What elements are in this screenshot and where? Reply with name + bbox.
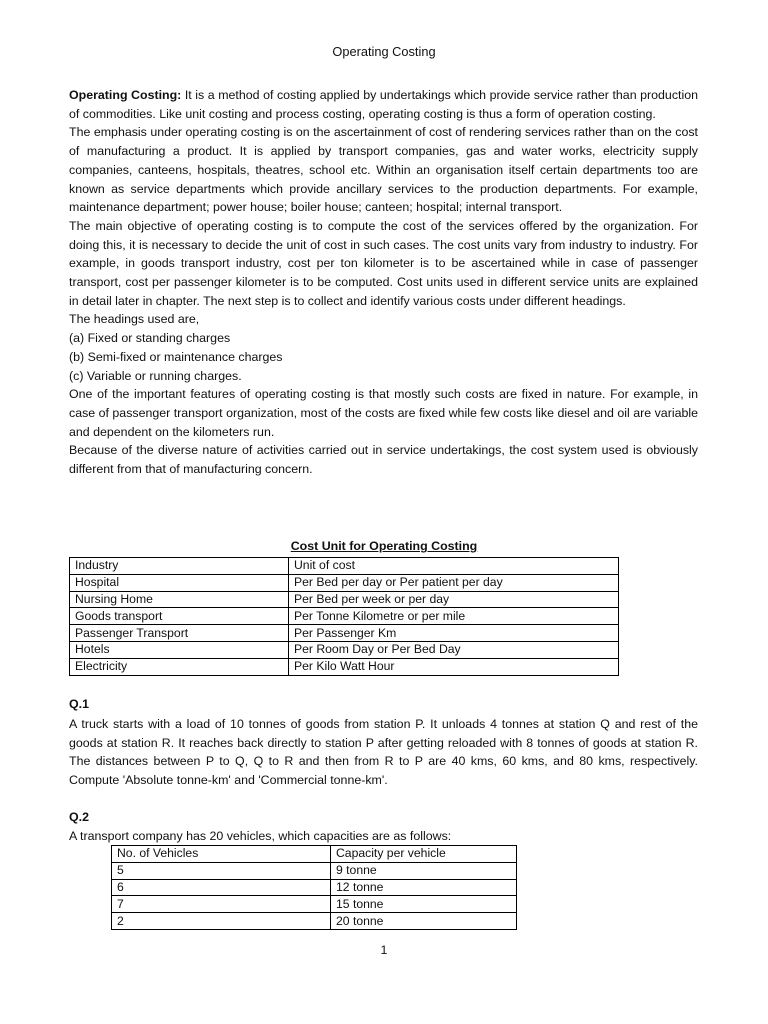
heading-item-variable: (c) Variable or running charges. bbox=[69, 368, 242, 383]
table-row bbox=[70, 641, 619, 658]
intro-paragraph bbox=[69, 86, 698, 123]
question-2-text: A transport company has 20 vehicles, which capacities are as follows: bbox=[69, 829, 452, 843]
page-number: 1 bbox=[380, 943, 388, 957]
table-row bbox=[112, 896, 517, 913]
table-cell: Nursing Home bbox=[70, 591, 289, 608]
table-cell: Hospital bbox=[70, 574, 289, 591]
table-header-cell: Unit of cost bbox=[289, 558, 619, 575]
table-row bbox=[112, 862, 517, 879]
intro-definition: It is a method of costing applied by undertakings which provide service rather than production of commodities. Like unit costing and process costing, operating costing is thus a form of operation costing. bbox=[69, 88, 698, 121]
paragraph-features: One of the important features of operating costing is that mostly such costs are fixed in nature. For example, in case of passenger transport organization, most of the costs are fixed while few costs like diesel and oil are variable and dependent on the kilometers run. bbox=[69, 387, 698, 439]
question-2-label: Q.2 bbox=[69, 810, 89, 824]
table-cell: Electricity bbox=[70, 658, 289, 675]
intro-term: Operating Costing: bbox=[69, 88, 182, 102]
table-header-cell: No. of Vehicles bbox=[112, 846, 331, 863]
table-cell: Hotels bbox=[70, 641, 289, 658]
paragraph-emphasis: The emphasis under operating costing is on the ascertainment of cost of rendering services rather than on the cost of manufacturing a product. It is applied by transport companies, gas and water works, electricity supply companies, canteens, hospitals, theatres, school etc. Within an organisation itself certain departments too are known as service departments which provide ancillary services to the production departments. For example, maintenance department; power house; boiler house; canteen; hospital; internal transport. bbox=[69, 125, 698, 215]
heading-item-semi-fixed: (b) Semi-fixed or maintenance charges bbox=[69, 349, 283, 364]
table-cell: 20 tonne bbox=[331, 913, 517, 930]
table-cell: 7 bbox=[112, 896, 331, 913]
table-row bbox=[70, 658, 619, 675]
vehicle-capacity-table bbox=[111, 845, 517, 930]
paragraph-diverse: Because of the diverse nature of activities carried out in service undertakings, the cost system used is obviously different from that of manufacturing concern. bbox=[69, 443, 698, 477]
table-cell: Per Bed per week or per day bbox=[289, 591, 619, 608]
table-cell: Per Bed per day or Per patient per day bbox=[289, 574, 619, 591]
table-row bbox=[70, 574, 619, 591]
table-header-row bbox=[70, 558, 619, 575]
table-cell: 5 bbox=[112, 862, 331, 879]
table-cell: 6 bbox=[112, 879, 331, 896]
table-header-row bbox=[112, 846, 517, 863]
table-row bbox=[112, 913, 517, 930]
question-1-text: A truck starts with a load of 10 tonnes of goods from station P. It unloads 4 tonnes at station Q and rest of the goods at station R. It reaches back directly to station P after getting reloaded with 8 tonnes of goods at station R. The distances between P to Q, Q to R and then from R to P are 40 kms, 60 kms, and 80 kms, respectively. Compute 'Absolute tonne-km' and 'Commercial tonne-km'. bbox=[69, 717, 698, 788]
body-text bbox=[69, 86, 698, 479]
table-row bbox=[70, 591, 619, 608]
table-row bbox=[70, 608, 619, 625]
paragraph-headings-intro: The headings used are, bbox=[69, 312, 200, 327]
table-cell: Per Tonne Kilometre or per mile bbox=[289, 608, 619, 625]
table-header-cell: Capacity per vehicle bbox=[331, 846, 517, 863]
table-cell: Passenger Transport bbox=[70, 625, 289, 642]
table-row bbox=[70, 625, 619, 642]
table-cell: 2 bbox=[112, 913, 331, 930]
table-cell: 12 tonne bbox=[331, 879, 517, 896]
table-cell: Per Passenger Km bbox=[289, 625, 619, 642]
table-cell: 15 tonne bbox=[331, 896, 517, 913]
heading-item-fixed: (a) Fixed or standing charges bbox=[69, 331, 231, 346]
cost-table-caption: Cost Unit for Operating Costing bbox=[290, 539, 478, 553]
table-cell: 9 tonne bbox=[331, 862, 517, 879]
page-title: Operating Costing bbox=[332, 44, 436, 59]
table-header-cell: Industry bbox=[70, 558, 289, 575]
table-cell: Per Room Day or Per Bed Day bbox=[289, 641, 619, 658]
table-cell: Goods transport bbox=[70, 608, 289, 625]
table-row bbox=[112, 879, 517, 896]
paragraph-objective: The main objective of operating costing is to compute the cost of the services offered by the organization. For doing this, it is necessary to decide the unit of cost in such cases. The cost units vary from industry to industry. For example, in goods transport industry, cost per ton kilometer is to be ascertained while in case of passenger transport, cost per passenger kilometer is to be computed. Cost units used in different service units are explained in detail later in chapter. The next step is to collect and identify various costs under different headings. bbox=[69, 218, 698, 308]
table-cell: Per Kilo Watt Hour bbox=[289, 658, 619, 675]
cost-unit-table bbox=[69, 557, 619, 676]
question-1-label: Q.1 bbox=[69, 697, 89, 711]
